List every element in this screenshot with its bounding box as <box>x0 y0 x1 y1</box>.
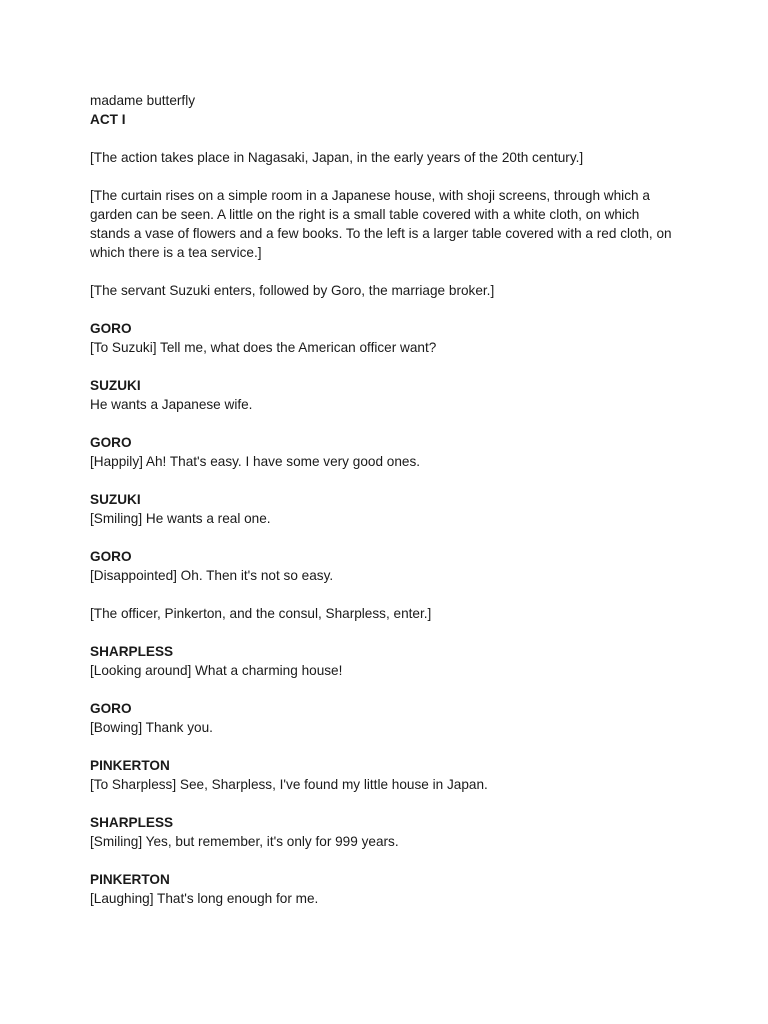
dialogue-line: [Bowing] Thank you. <box>90 720 213 735</box>
speaker-name: SHARPLESS <box>90 644 174 659</box>
speaker-name: GORO <box>90 701 132 716</box>
dialogue-line: [Laughing] That's long enough for me. <box>90 891 319 906</box>
document-page <box>90 91 680 927</box>
dialogue-line: [To Suzuki] Tell me, what does the American officer want? <box>90 340 437 355</box>
dialogue-block <box>90 547 680 585</box>
stage-direction-entrance: [The servant Suzuki enters, followed by Goro, the marriage broker.] <box>90 283 495 298</box>
dialogue-line: [To Sharpless] See, Sharpless, I've found my little house in Japan. <box>90 777 488 792</box>
speaker-name: GORO <box>90 549 132 564</box>
dialogue-block <box>90 376 680 414</box>
scene-description: [The curtain rises on a simple room in a Japanese house, with shoji screens, through which a garden can be seen. A little on the right is a small table covered with a white cloth, on which stands a vase of flowers and a few books. To the left is a larger table covered with a red cloth, on which there is a tea service.] <box>90 188 672 260</box>
dialogue-line: [Smiling] He wants a real one. <box>90 511 271 526</box>
speaker-name: GORO <box>90 321 132 336</box>
speaker-name: SUZUKI <box>90 492 141 507</box>
speaker-name: PINKERTON <box>90 872 170 887</box>
dialogue-block <box>90 642 680 680</box>
dialogue-line: [Happily] Ah! That's easy. I have some very good ones. <box>90 454 421 469</box>
dialogue-line: He wants a Japanese wife. <box>90 397 253 412</box>
speaker-name: SUZUKI <box>90 378 141 393</box>
dialogue-block <box>90 813 680 851</box>
dialogue-block <box>90 319 680 357</box>
stage-direction-entrance: [The officer, Pinkerton, and the consul, Sharpless, enter.] <box>90 606 432 621</box>
dialogue-line: [Looking around] What a charming house! <box>90 663 343 678</box>
document-title: madame butterfly <box>90 93 196 108</box>
dialogue-block <box>90 756 680 794</box>
setting-direction: [The action takes place in Nagasaki, Japan, in the early years of the 20th century.] <box>90 150 584 165</box>
speaker-name: SHARPLESS <box>90 815 174 830</box>
dialogue-line: [Disappointed] Oh. Then it's not so easy. <box>90 568 334 583</box>
dialogue-block <box>90 433 680 471</box>
act-heading: ACT I <box>90 112 126 127</box>
dialogue-block <box>90 699 680 737</box>
speaker-name: GORO <box>90 435 132 450</box>
dialogue-line: [Smiling] Yes, but remember, it's only for 999 years. <box>90 834 399 849</box>
dialogue-block <box>90 870 680 908</box>
dialogue-block <box>90 490 680 528</box>
speaker-name: PINKERTON <box>90 758 170 773</box>
